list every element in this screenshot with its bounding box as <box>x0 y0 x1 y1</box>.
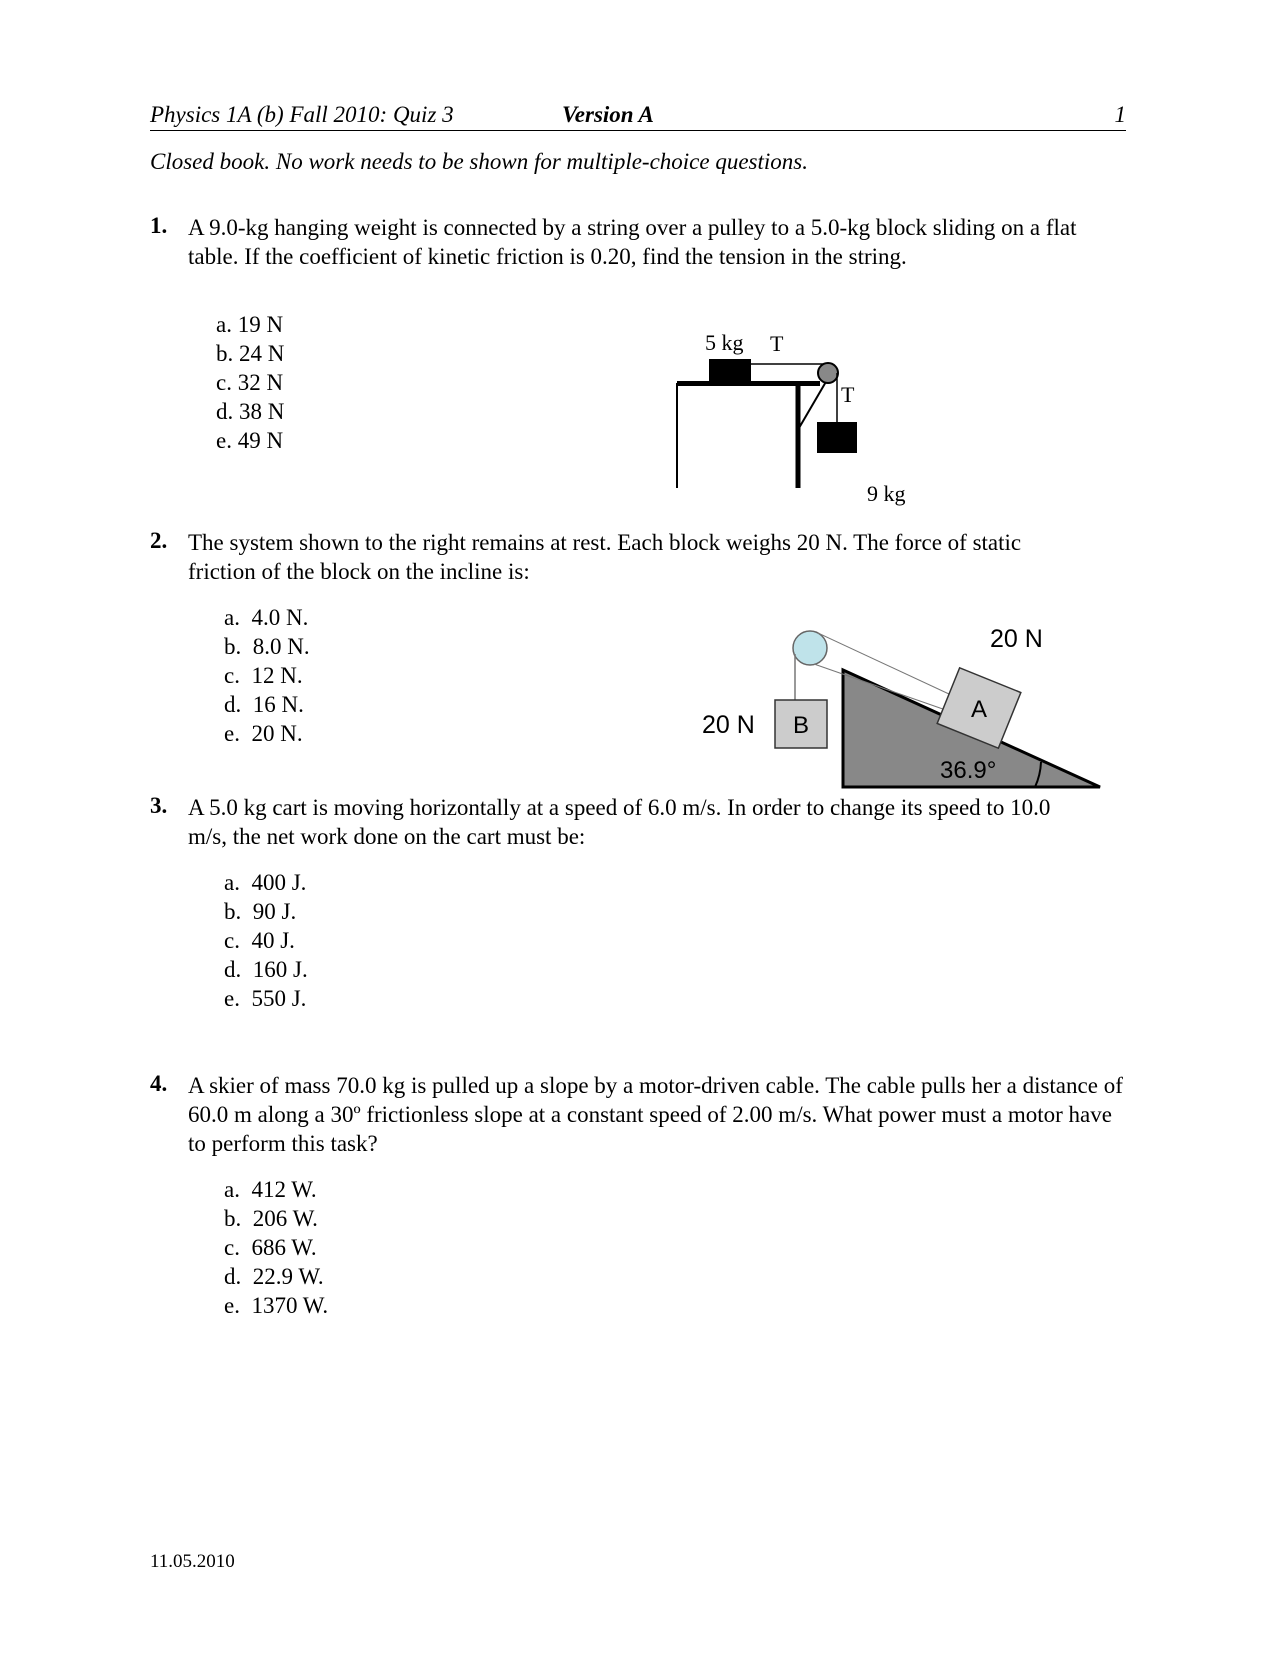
tension-vertical-label: T <box>841 382 855 407</box>
choice-c[interactable]: c. 40 J. <box>224 928 295 953</box>
page-number: 1 <box>1114 102 1126 127</box>
pulley-table-figure <box>660 318 930 518</box>
choice-c[interactable]: c. 12 N. <box>224 663 303 688</box>
pulley-bracket <box>799 380 827 428</box>
choice-a[interactable]: a. 412 W. <box>224 1177 317 1202</box>
choice-a[interactable]: a. 19 N <box>216 312 284 337</box>
block-5kg-label: 5 kg <box>705 330 744 355</box>
choice-d[interactable]: d. 22.9 W. <box>224 1264 324 1289</box>
incline-figure <box>690 614 1110 800</box>
block-9kg-label: 9 kg <box>867 481 906 506</box>
course-title: Physics 1A (b) Fall 2010: Quiz 3 <box>150 102 454 127</box>
choice-e[interactable]: e. 49 N <box>216 428 284 453</box>
block-b-label: B <box>792 712 810 739</box>
choice-b[interactable]: b. 206 W. <box>224 1206 318 1231</box>
instructions: Closed book. No work needs to be shown for multiple-choice questions. <box>150 149 808 174</box>
question-text: A 9.0-kg hanging weight is connected by a string over a pulley to a 5.0-kg block sliding on a flat table. If the coefficient of kinetic friction is 0.20, find the tension in the string. <box>188 215 1077 269</box>
choice-d[interactable]: d. 16 N. <box>224 692 304 717</box>
question-number: 2. <box>150 528 168 553</box>
block-a-weight: 20 N <box>990 625 1043 653</box>
choice-c[interactable]: c. 686 W. <box>224 1235 317 1260</box>
question-number: 1. <box>150 213 168 238</box>
choice-list <box>216 310 284 455</box>
pulley <box>818 363 838 383</box>
choice-a[interactable]: a. 400 J. <box>224 870 307 895</box>
choice-b[interactable]: b. 90 J. <box>224 899 297 924</box>
choice-e[interactable]: e. 20 N. <box>224 721 303 746</box>
choice-d[interactable]: d. 160 J. <box>224 957 308 982</box>
question-text: A skier of mass 70.0 kg is pulled up a slope by a motor-driven cable. The cable pulls her a distance of 60.0 m along a 30º frictionless slope at a constant speed of 2.00 m/s. What power must a motor have to perform this task? <box>188 1073 1123 1156</box>
choice-c[interactable]: c. 32 N <box>216 370 284 395</box>
footer-date: 11.05.2010 <box>150 1551 235 1572</box>
choice-b[interactable]: b. 8.0 N. <box>224 634 310 659</box>
tension-horizontal-label: T <box>770 331 784 356</box>
choice-e[interactable]: e. 1370 W. <box>224 1293 329 1318</box>
choice-list <box>224 603 310 748</box>
choice-list <box>224 868 308 1013</box>
question-text: A 5.0 kg cart is moving horizontally at a speed of 6.0 m/s. In order to change its speed to 10.0 m/s, the net work done on the cart must be: <box>188 795 1051 849</box>
block-a-label: A <box>970 696 988 723</box>
pulley <box>793 631 827 665</box>
question-text: The system shown to the right remains at rest. Each block weighs 20 N. The force of static friction of the block on the incline is: <box>188 530 1022 584</box>
block-b-weight: 20 N <box>702 711 755 739</box>
page-header <box>150 102 1126 131</box>
question-number: 3. <box>150 793 168 818</box>
choice-d[interactable]: d. 38 N <box>216 399 285 424</box>
angle-label: 36.9° <box>940 757 997 784</box>
block-5kg <box>709 359 751 381</box>
choice-b[interactable]: b. 24 N <box>216 341 285 366</box>
version-label: Version A <box>562 102 654 127</box>
choice-a[interactable]: a. 4.0 N. <box>224 605 309 630</box>
choice-list <box>224 1175 328 1320</box>
block-9kg <box>817 422 857 453</box>
question-number: 4. <box>150 1071 168 1096</box>
choice-e[interactable]: e. 550 J. <box>224 986 307 1011</box>
